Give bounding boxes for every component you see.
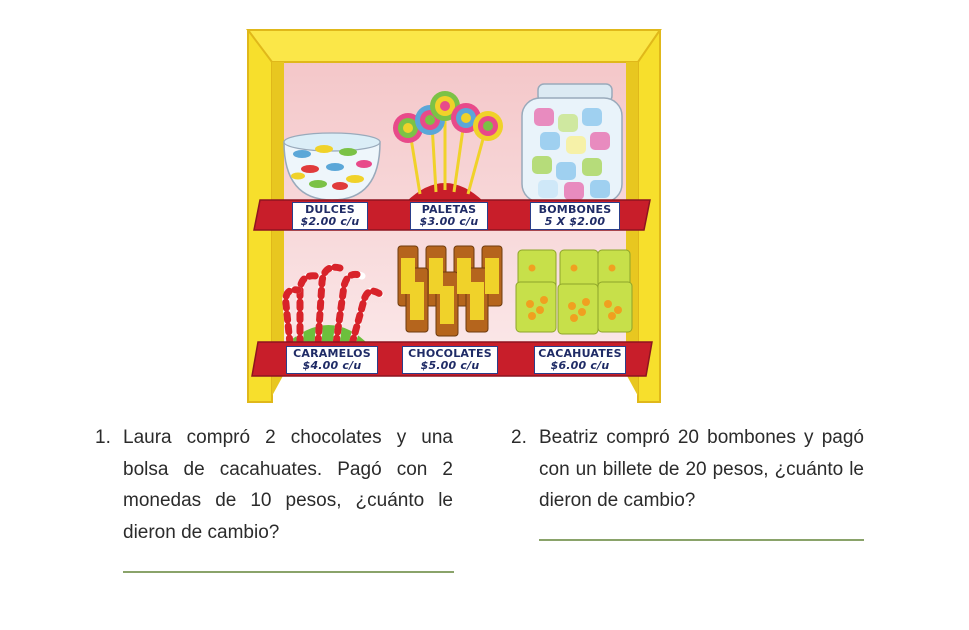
product-price: 5 X $2.00 (544, 215, 606, 228)
product-price: $5.00 c/u (420, 359, 480, 372)
price-tag-bombones (530, 202, 620, 230)
question-number: 1. (95, 427, 111, 448)
product-price: $2.00 c/u (300, 215, 360, 228)
product-name: DULCES (305, 203, 355, 216)
product-name: CARAMELOS (293, 347, 371, 360)
product-price: $4.00 c/u (302, 359, 362, 372)
candy-stand-illustration (240, 24, 668, 408)
price-tag-caramelos (286, 346, 378, 374)
clipped-header-text (330, 0, 650, 4)
price-tag-dulces (292, 202, 368, 230)
question-1 (95, 422, 455, 552)
price-tag-cacahuates (534, 346, 626, 374)
question-number: 2. (511, 427, 527, 448)
price-tag-paletas (410, 202, 488, 230)
product-name: PALETAS (421, 203, 477, 216)
product-price: $6.00 c/u (550, 359, 610, 372)
bombones-jar (522, 84, 622, 202)
product-price: $3.00 c/u (419, 215, 479, 228)
question-text: Beatriz compró 20 bombones y pagó con un billete de 20 pesos, ¿cuánto le dieron de cambio? (539, 427, 864, 511)
answer-line-2[interactable] (539, 539, 864, 541)
answer-line-1[interactable] (123, 571, 454, 573)
price-tag-chocolates (402, 346, 498, 374)
product-name: CACAHUATES (538, 347, 622, 360)
top-frame (248, 30, 660, 62)
product-name: BOMBONES (538, 203, 612, 216)
cacahuates-bags (516, 250, 632, 334)
question-text: Laura compró 2 chocolates y una bolsa de cacahuates. Pagó con 2 monedas de 10 pesos, ¿cuánto le dieron de cambio? (123, 427, 453, 543)
question-2 (511, 422, 865, 522)
product-name: CHOCOLATES (408, 347, 492, 360)
